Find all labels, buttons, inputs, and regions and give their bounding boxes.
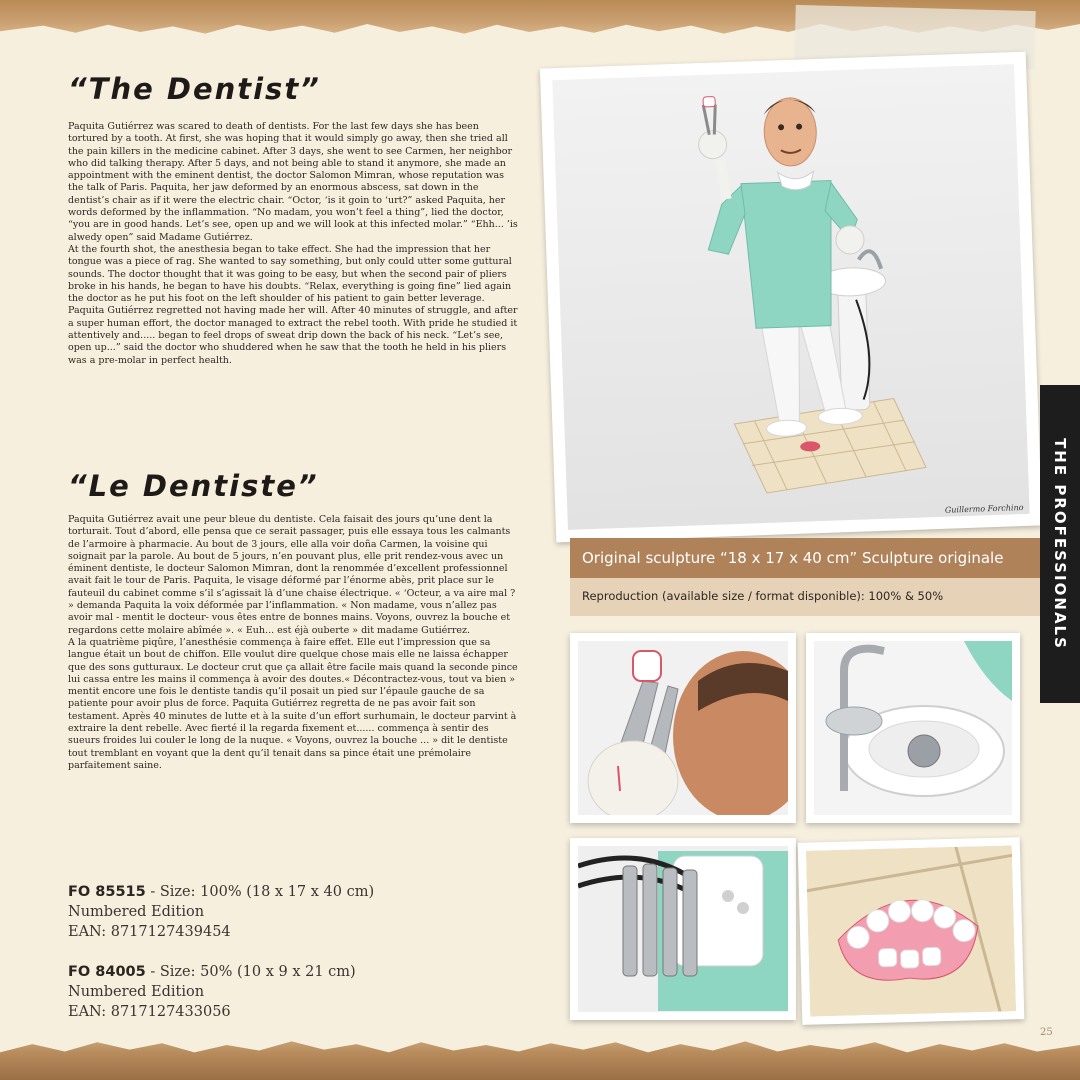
title-the-dentist: “The Dentist” <box>68 72 321 106</box>
product-2-code: FO 84005 <box>68 964 146 980</box>
sculptor-signature: Guillermo Forchino <box>944 503 1024 515</box>
title-le-dentiste: “Le Dentiste” <box>68 469 319 503</box>
section-side-tab <box>1040 385 1080 703</box>
product-2-edition: Numbered Edition <box>68 984 205 1000</box>
dentures-illustration <box>806 845 1016 1016</box>
detail-photo-instruments <box>570 838 796 1020</box>
detail-photo-4-image <box>806 845 1016 1016</box>
dental-instruments-illustration <box>578 846 788 1012</box>
story-english <box>68 121 518 367</box>
product-1-code: FO 85515 <box>68 884 146 900</box>
product-1-edition: Numbered Edition <box>68 904 205 920</box>
product-2-ean: EAN: 8717127433056 <box>68 1004 231 1020</box>
pliers-close-up-illustration <box>578 641 788 815</box>
torn-paper-bottom-edge <box>0 1034 1080 1080</box>
main-photo-image <box>552 64 1029 530</box>
product-1-code-size <box>68 882 374 902</box>
story-french <box>68 514 518 772</box>
dentist-figurine-illustration <box>552 64 1029 530</box>
product-2-code-size <box>68 962 356 982</box>
side-tab-label: THE PROFESSIONALS <box>1051 438 1069 650</box>
detail-photo-pliers-tooth <box>570 633 796 823</box>
story-fr-paragraph-2: A la quatrième piqûre, l’anesthésie commença à faire effet. Elle eut l’impression que sa langue était un bout de chiffon. Elle voulut dire quelque chose mais elle ne laissa échapper que des sons gutturaux. Le docteur crut que ça allait être facile mais quand la seconde pince lui cassa entre les mains il commença à avoir des doutes.« Décontractez-vous, tout va bien » mentit encore une fois le dentiste tandis qu’il posait un pied sur l’épaule gauche de sa patiente pour avoir plus de force. Paquita Gutiérrez regretta de ne pas avoir fait son testament. Après 40 minutes de lutte et à la suite d’un effort surhumain, le docteur parvint à extraire la dent rebelle. Avec fierté il la regarda fixement et...... commença à sentir des sueurs froides lui couler le long de la nuque. « Voyons, ouvrez la bouche ... » dit le dentiste tout tremblant en voyant que la dent qu’il tenait dans sa pince était une prémolaire parfaitement saine. <box>68 636 518 771</box>
detail-photo-2-image <box>814 641 1012 815</box>
caption-reproduction-sizes: Reproduction (available size / format disponible): 100% & 50% <box>570 578 1044 616</box>
detail-photo-3-image <box>578 846 788 1012</box>
dental-sink-illustration <box>814 641 1012 815</box>
story-en-paragraph-1: Paquita Gutiérrez was scared to death of dentists. For the last few days she has been tortured by a tooth. At first, she was hoping that it would simply go away, then she tried all the pain killers in the medicine cabinet. After 3 days, she went to see Carmen, her neighbor who did talking therapy. After 5 days, and not being able to stand it anymore, she made an appointment with the eminent dentist, the doctor Salomon Mimran, whose reputation was the talk of Paris. Paquita, her jaw deformed by an enormous abscess, sat down in the dentist’s chair as if it were the electric chair. “Octor, ‘is it goin to ‘urt?” asked Paquita, her words deformed by the inflammation. “No madam, you won’t feel a thing”, lied the doctor, “you are in good hands. Let’s see, open up and we will look at this infected molar.” “Ehh... ’is alwedy open” said Madame Gutiérrez. <box>68 121 518 243</box>
story-en-paragraph-2: At the fourth shot, the anesthesia began to take effect. She had the impression that her tongue was a piece of rag. She wanted to say something, but only could utter some guttural sounds. The doctor thought that it was going to be easy, but when the second pair of pliers broke in his hands, he began to have his doubts. “Relax, everything is going fine” lied again the doctor as he put his foot on the left shoulder of his patient to gain better leverage. Paquita Gutiérrez regretted not having made her will. After 40 minutes of struggle, and after a super human effort, the doctor managed to extract the rebel tooth. With pride he studied it attentively and..... began to feel drops of sweat drip down the back of his neck. “Let’s see, open up...” said the doctor who shuddered when he saw that the tooth he held in his pliers was a pre-molar in perfect health. <box>68 243 518 366</box>
product-info-100 <box>68 882 374 942</box>
product-1-ean: EAN: 8717127439454 <box>68 924 231 940</box>
product-info-50 <box>68 962 356 1022</box>
caption-original-sculpture: Original sculpture “18 x 17 x 40 cm” Sculpture originale <box>570 538 1044 578</box>
product-2-size: - Size: 50% (10 x 9 x 21 cm) <box>145 964 356 980</box>
product-1-size: - Size: 100% (18 x 17 x 40 cm) <box>145 884 375 900</box>
detail-photo-1-image <box>578 641 788 815</box>
detail-photo-dentures <box>798 837 1025 1025</box>
main-sculpture-photo <box>540 52 1042 543</box>
story-fr-paragraph-1: Paquita Gutiérrez avait une peur bleue du dentiste. Cela faisait des jours qu’une dent la torturait. Tout d’abord, elle pensa que ce serait passager, puis elle essaya tous les calmants de l’armoire à pharmacie. Au bout de 3 jours, elle alla voir doña Carmen, la voisine qui soignait par la parole. Au bout de 5 jours, n’en pouvant plus, elle prit rendez-vous avec un éminent dentiste, le docteur Salomon Mimran, dont la renommée d’excellent professionnel avait fait le tour de Paris. Paquita, le visage déformé par l’énorme abès, prit place sur le fauteuil du cabinet comme s’il s’agissait là d’une chaise électrique. « ‘Octeur, a va aire mal ? » demanda Paquita la voix déformée par l’inflammation. « Non madame, vous n’allez pas avoir mal - mentit le docteur- vous êtes entre de bonnes mains. Voyons, ouvrez la bouche et regardons cette molaire abîmée ». « Euh... est éjà ouberte » dit madame Gutiérrez. <box>68 514 516 636</box>
detail-photo-sink <box>806 633 1020 823</box>
page-number: 25 <box>1040 1027 1053 1038</box>
